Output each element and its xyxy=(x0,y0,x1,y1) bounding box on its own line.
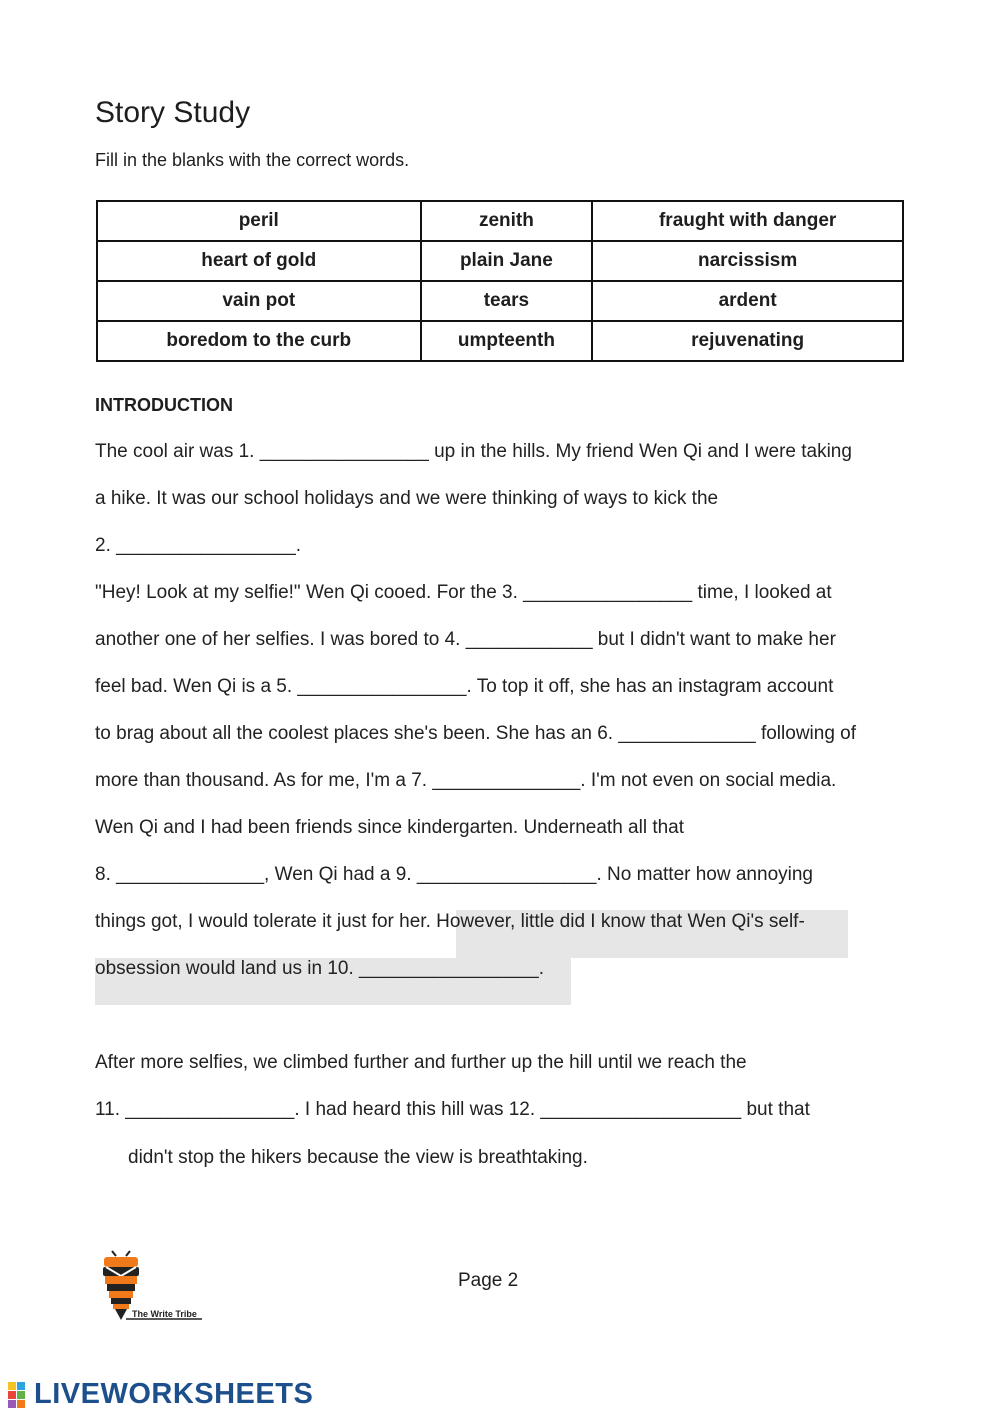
logo-caption: The Write Tribe xyxy=(132,1309,197,1319)
word-bank-row xyxy=(97,281,903,321)
story-line: more than thousand. As for me, I'm a 7. ______________. I'm not even on social media. xyxy=(95,770,837,791)
instructions: Fill in the blanks with the correct words. xyxy=(95,150,410,170)
story-line: The cool air was 1. ________________ up in the hills. My friend Wen Qi and I were taking xyxy=(95,441,852,462)
story-line: a hike. It was our school holidays and we were thinking of ways to kick the xyxy=(95,488,719,509)
word-cell: heart of gold xyxy=(97,241,421,281)
page-number: Page 2 xyxy=(458,1270,519,1291)
bee-icon xyxy=(98,1250,208,1328)
word-cell: rejuvenating xyxy=(592,321,903,361)
story-line: Wen Qi and I had been friends since kindergarten. Underneath all that xyxy=(95,817,685,838)
story-line: 2. _________________. xyxy=(95,535,302,556)
story-line: to brag about all the coolest places she's been. She has an 6. _____________ following of xyxy=(95,723,857,744)
story-line: "Hey! Look at my selfie!" Wen Qi cooed. For the 3. ________________ time, I looked at xyxy=(95,582,832,603)
word-cell: boredom to the curb xyxy=(97,321,421,361)
liveworksheets-logo xyxy=(8,1378,313,1411)
story-line: didn't stop the hikers because the view is breathtaking. xyxy=(128,1147,588,1168)
story-line: 11. ________________. I had heard this hill was 12. ___________________ but that xyxy=(95,1099,810,1120)
write-tribe-logo xyxy=(98,1250,208,1328)
word-cell: peril xyxy=(97,201,421,241)
page-title: Story Study xyxy=(95,96,251,129)
story-line: 8. ______________, Wen Qi had a 9. _________________. No matter how annoying xyxy=(95,864,813,885)
story-line: another one of her selfies. I was bored to 4. ____________ but I didn't want to make her xyxy=(95,629,836,650)
section-heading: INTRODUCTION xyxy=(95,395,233,415)
blocks-icon xyxy=(8,1382,34,1408)
story-line: things got, I would tolerate it just for her. However, little did I know that Wen Qi's self- xyxy=(95,911,805,932)
word-bank-row xyxy=(97,241,903,281)
word-cell: umpteenth xyxy=(421,321,593,361)
word-bank-row xyxy=(97,321,903,361)
word-cell: ardent xyxy=(592,281,903,321)
watermark-text: LIVEWORKSHEETS xyxy=(34,1378,314,1410)
story-line: feel bad. Wen Qi is a 5. ________________. To top it off, she has an instagram account xyxy=(95,676,834,697)
word-cell: tears xyxy=(421,281,593,321)
word-cell: zenith xyxy=(421,201,593,241)
story-line: After more selfies, we climbed further and further up the hill until we reach the xyxy=(95,1052,747,1073)
word-cell: narcissism xyxy=(592,241,903,281)
word-cell: plain Jane xyxy=(421,241,593,281)
word-bank-table xyxy=(96,200,904,362)
story-line: obsession would land us in 10. _________________. xyxy=(95,958,544,979)
word-cell: vain pot xyxy=(97,281,421,321)
word-cell: fraught with danger xyxy=(592,201,903,241)
word-bank-row xyxy=(97,201,903,241)
